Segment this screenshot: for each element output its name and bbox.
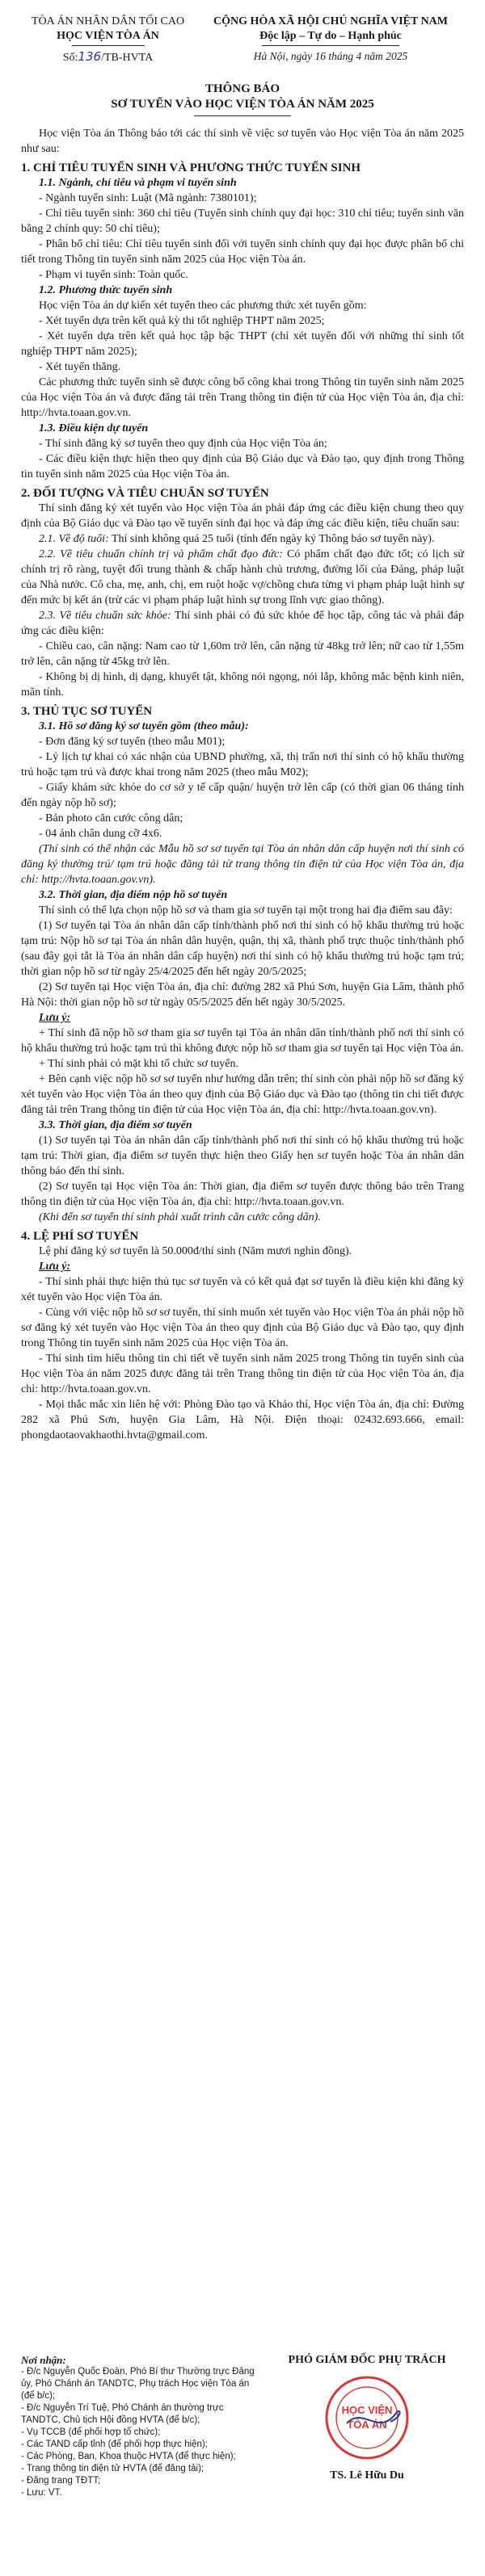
- signer-name: TS. Lê Hữu Du: [330, 2469, 404, 2482]
- s4-p2: - Thí sinh phải thực hiện thủ tục sơ tuyển và có kết quả đạt sơ tuyển là điều kiện khi đăng ký xét tuyển vào Học viện Tòa án.: [21, 1276, 464, 1303]
- s2-p4-text: Thí sinh phải có đủ sức khỏe để học tập, công tác và phải đáp ứng các điều kiện:: [21, 610, 464, 637]
- recipient-item: - Trang thông tin điện tử HVTA (để đăng tải);: [21, 2464, 205, 2473]
- signer-block: [270, 2354, 464, 2482]
- title-line-1: THÔNG BÁO: [205, 82, 280, 95]
- document-number: [21, 49, 195, 65]
- recipient-item: - Đ/c Nguyễn Trí Tuệ, Phó Chánh án thường trực TANDTC, Chủ tịch Hội đồng HVTA (để b/c);: [21, 2403, 224, 2425]
- issuer-name: HỌC VIỆN TÒA ÁN: [57, 30, 159, 42]
- section-4-heading: 4. LỆ PHÍ SƠ TUYỂN: [21, 1230, 139, 1243]
- s3-p7: Thí sinh có thể lựa chọn nộp hồ sơ và tham gia sơ tuyển tại một trong hai địa điểm sau đây:: [39, 904, 453, 917]
- s3-note-label: Lưu ý:: [39, 1012, 71, 1024]
- s3-p14: (2) Sơ tuyển tại Học viện Tòa án: Thời gian, địa điểm sơ tuyển được thông báo trên Trang thông tin điện tử của Học viện Tòa án, địa chỉ: http://hvta.toaan.gov.vn.: [21, 1181, 464, 1208]
- section-1-heading: 1. CHỈ TIÊU TUYỂN SINH VÀ PHƯƠNG THỨC TUYỂN SINH: [21, 162, 361, 174]
- s1-p8: - Xét tuyển thẳng.: [39, 361, 121, 373]
- recipient-item: - Các Phòng, Ban, Khoa thuộc HVTA (để thực hiện);: [21, 2452, 236, 2461]
- national-motto: Độc lập – Tự do – Hạnh phúc: [259, 30, 402, 42]
- document-title: [21, 82, 464, 116]
- s1-p7: - Xét tuyển dựa trên kết quả học tập bậc THPT (chỉ xét tuyển đối với những thí sinh tốt nghiệp THPT năm 2025);: [21, 330, 464, 358]
- recipient-item: - Đăng trang TĐTT;: [21, 2476, 101, 2486]
- recipient-item: - Vụ TCCB (để phối hợp tổ chức);: [21, 2427, 161, 2437]
- doc-number-handwritten: 136: [78, 49, 102, 64]
- s3-p11: + Thí sinh phải có mặt khi tổ chức sơ tuyển.: [39, 1058, 238, 1070]
- s3-p1: - Đơn đăng ký sơ tuyển (theo mẫu M01);: [39, 736, 226, 748]
- s1-p6: - Xét tuyển dựa trên kết quả kỳ thi tốt nghiệp THPT năm 2025;: [39, 315, 325, 327]
- s3-p5: - 04 ảnh chân dung cỡ 4x6.: [39, 828, 162, 840]
- s1-p5: Học viện Tòa án dự kiến xét tuyển theo các phương thức xét tuyển gồm:: [39, 300, 367, 312]
- s2-p2: [21, 531, 464, 547]
- subsection-1-1-heading: 1.1. Ngành, chỉ tiêu và phạm vi tuyển sinh: [39, 177, 237, 189]
- intro-paragraph: Học viện Tòa án Thông báo tới các thí sinh về việc sơ tuyển vào Học viện Tòa án năm 2025 như sau:: [21, 128, 464, 155]
- s3-p12: + Bên cạnh việc nộp hồ sơ sơ tuyển như hướng dẫn trên; thí sinh còn phải nộp hồ sơ đăng ký xét tuyển vào Học viện Tòa án theo quy định của Bộ Giáo dục và Đào tạo (thông tin chi tiết được đăng tải trên Trang thông tin điện tử của Học viện Tòa án, địa chỉ: http://hvta.toaan.gov.vn).: [21, 1073, 464, 1116]
- stamp-text-2: TÒA ÁN: [347, 2419, 387, 2431]
- document-body: [21, 126, 464, 1443]
- document-header: [21, 15, 464, 65]
- document-date: Hà Nội, ngày 16 tháng 4 năm 2025: [253, 50, 408, 62]
- subsection-1-2-heading: 1.2. Phương thức tuyển sinh: [39, 284, 173, 296]
- issuer-parent: TÒA ÁN NHÂN DÂN TỐI CAO: [31, 15, 185, 27]
- s2-p4: [21, 608, 464, 639]
- s3-p13: (1) Sơ tuyển tại Tòa án nhân dân cấp tỉnh/thành phố nơi thí sinh có hộ khẩu thường trú hoặc tạm trú: Thời gian, địa điểm sơ tuyển thực hiện theo Giấy hẹn sơ tuyển hoặc Tòa án nhân dân thông báo đến thí sinh.: [21, 1135, 464, 1177]
- official-stamp-icon: [323, 2373, 411, 2462]
- s3-p15: (Khi đến sơ tuyển thí sinh phải xuất trình căn cước công dân).: [39, 1211, 321, 1223]
- s1-p3: - Phân bổ chỉ tiêu: Chỉ tiêu tuyển sinh đối với tuyển sinh chính quy đại học được phân bổ chi tiết trong Thông tin tuyển sinh năm 2025 của Học viện Tòa án.: [21, 238, 464, 266]
- subsection-3-1-heading: 3.1. Hồ sơ đăng ký sơ tuyển gồm (theo mẫu):: [39, 720, 249, 732]
- s4-note-label: Lưu ý:: [39, 1261, 71, 1273]
- signer-title: PHÓ GIÁM ĐỐC PHỤ TRÁCH: [288, 2354, 446, 2366]
- motto-block: [197, 15, 464, 64]
- title-divider: [194, 115, 291, 116]
- doc-number-prefix: Số:: [62, 52, 78, 64]
- s1-p4: - Phạm vi tuyển sinh: Toàn quốc.: [39, 269, 189, 281]
- s3-p8: (1) Sơ tuyển tại Tòa án nhân dân cấp tỉnh/thành phố nơi thí sinh có hộ khẩu thường trú hoặc tạm trú: Nộp hồ sơ tại Tòa án nhân dân huyện, quận, thị xã, thành phố trực thuộc tỉnh/thành phố (sau đây gọi tắt là Tòa án nhân dân cấp huyện) nơi thí sinh có hộ khẩu thường trú hoặc tạm trú; thời gian nộp hồ sơ từ ngày 25/4/2025 đến hết ngày 20/5/2025;: [21, 920, 464, 978]
- s3-p3: - Giấy khám sức khỏe do cơ sở y tế cấp quận/ huyện trở lên cấp (có thời gian 06 tháng tính đến ngày nộp hồ sơ);: [21, 782, 464, 809]
- subsection-1-3-heading: 1.3. Điều kiện dự tuyển: [39, 422, 149, 434]
- s2-p4-label: 2.3. Về tiêu chuẩn sức khỏe:: [39, 610, 171, 622]
- section-3-heading: 3. THỦ TỤC SƠ TUYỂN: [21, 705, 153, 718]
- s2-p1: Thí sinh đăng ký xét tuyển vào Học viện Tòa án phải đáp ứng các điều kiện chung theo quy định của Bộ Giáo dục và Đào tạo về tuyển sinh đại học và đáp ứng các điều kiện, tiêu chuẩn sau:: [21, 502, 464, 530]
- s4-p4: - Thí sinh tìm hiểu thông tin chi tiết về tuyển sinh năm 2025 trong Thông tin tuyển sinh của Học viện Tòa án năm 2025 được đăng tải trên Trang thông tin điện tử của Học viện Tòa án, địa chỉ: http://hvta.toaan.gov.vn.: [21, 1353, 464, 1395]
- s2-p5: - Chiều cao, cân nặng: Nam cao từ 1,60m trở lên, cân nặng từ 48kg trở lên; nữ cao từ 1,55m trở lên, cân nặng từ 45kg trở lên.: [21, 640, 464, 668]
- section-2-heading: 2. ĐỐI TƯỢNG VÀ TIÊU CHUẨN SƠ TUYỂN: [21, 487, 269, 500]
- recipients-label: Nơi nhận:: [21, 2354, 66, 2366]
- recipient-item: - Các TAND cấp tỉnh (để phối hợp thực hiện);: [21, 2440, 208, 2449]
- recipients-block: [21, 2354, 264, 2499]
- s2-p2-text: Thí sinh không quá 25 tuổi (tính đến ngày ký Thông báo sơ tuyển này).: [108, 533, 435, 545]
- s2-p3-label: 2.2. Về tiêu chuẩn chính trị và phẩm chất đạo đức:: [39, 548, 283, 560]
- motto-divider: [262, 45, 399, 46]
- recipient-item: - Đ/c Nguyễn Quốc Đoàn, Phó Bí thư Thường trực Đảng ủy, Phó Chánh án TANDTC, Phụ trách Học viện Tòa án (để b/c);: [21, 2367, 255, 2401]
- issuer-divider: [72, 45, 145, 46]
- s1-p9: Các phương thức tuyển sinh sẽ được công bố công khai trong Thông tin tuyển sinh năm 2025 của Học viện Tòa án và được đăng tải trên Trang thông tin điện tử của Học viện Tòa án, địa chỉ: http://hvta.toaan.gov.vn.: [21, 376, 464, 419]
- s2-p2-label: 2.1. Về độ tuổi:: [39, 533, 109, 545]
- title-line-2: SƠ TUYỂN VÀO HỌC VIỆN TÒA ÁN NĂM 2025: [111, 98, 374, 111]
- s2-p3: [21, 547, 464, 608]
- s3-p10: + Thí sinh đã nộp hồ sơ tham gia sơ tuyển tại Tòa án nhân dân tỉnh/thành phố nơi thí sinh có hộ khẩu thường trú hoặc tạm trú thì không được nộp hồ sơ tham gia sơ tuyển tại Học viện Tòa án.: [21, 1027, 464, 1055]
- s1-p1: - Ngành tuyển sinh: Luật (Mã ngành: 7380101);: [39, 192, 257, 204]
- s1-p10: - Thí sinh đăng ký sơ tuyển theo quy định của Học viện Tòa án;: [39, 438, 327, 450]
- stamp-text-1: HỌC VIỆN: [341, 2404, 393, 2416]
- subsection-3-3-heading: 3.3. Thời gian, địa điểm sơ tuyển: [39, 1119, 192, 1131]
- s3-p6: (Thí sinh có thể nhận các Mẫu hồ sơ sơ tuyển tại Tòa án nhân dân cấp huyện nơi thí sinh có đăng ký thường trú/ tạm trú hoặc đăng tải từ trang thông tin điện tử của Học viện Tòa án, địa chỉ: http://hvta.toaan.gov.vn).: [21, 843, 464, 886]
- s4-p3: - Cùng với việc nộp hồ sơ sơ tuyển, thí sinh muốn xét tuyển vào Học viện Tòa án phải nộp hồ sơ đăng ký xét tuyển vào Học viện Tòa án theo quy định của Bộ Giáo dục và Đào tạo, quy định trong Thông tin tuyển sinh năm 2025 của Học viện Tòa án.: [21, 1307, 464, 1349]
- doc-number-suffix: /TB-HVTA: [101, 52, 154, 64]
- issuer-block: [21, 15, 195, 65]
- s2-p3-text: Có phẩm chất đạo đức tốt; có lịch sử chính trị rõ ràng, tuyệt đối trung thành & chấp hành chủ trương, đường lối của Đảng, pháp luật của Nhà nước. Cô cha, mẹ, anh, chị, em ruột hoặc vợ/chồng chưa từng vi phạm pháp luật hình sự đến mức bị kết án (trừ các vi phạm pháp luật hình sự trong lĩnh vực giao thông).: [21, 548, 464, 606]
- recipient-item: - Lưu: VT.: [21, 2488, 62, 2498]
- s3-p4: - Bản photo căn cước công dân;: [39, 812, 183, 824]
- s1-p2: - Chỉ tiêu tuyển sinh: 360 chỉ tiêu (Tuyển sinh chính quy đại học: 310 chỉ tiêu; tuyển sinh văn bằng 2 chính quy: 50 chỉ tiêu);: [21, 208, 464, 235]
- s2-p6: - Không bị dị hình, dị dạng, khuyết tật, không nói ngọng, nói lắp, không mắc bệnh kinh niên, mãn tính.: [21, 671, 464, 699]
- s3-p2: - Lý lịch tự khai có xác nhận của UBND phường, xã, thị trấn nơi thí sinh có hộ khẩu thường trú hoặc tạm trú và được khai trong năm 2025 (theo mẫu M02);: [21, 751, 464, 778]
- national-title: CỘNG HÒA XÃ HỘI CHỦ NGHĨA VIỆT NAM: [213, 15, 448, 27]
- s4-p5: - Mọi thắc mắc xin liên hệ với: Phòng Đào tạo và Khảo thí, Học viện Tòa án, địa chỉ: Đường 282 xã Phú Sơn, huyện Gia Lâm, Hà Nội. Điện thoại: 02432.693.666, email: phongdaotaovakhaothi.hvta@gmail.com.: [21, 1399, 464, 1441]
- subsection-3-2-heading: 3.2. Thời gian, địa điểm nộp hồ sơ tuyển: [39, 889, 228, 901]
- s3-p9: (2) Sơ tuyển tại Học viện Tòa án, địa chỉ: đường 282 xã Phú Sơn, huyện Gia Lâm, thành phố Hà Nội: thời gian nộp hồ sơ từ ngày 05/5/2025 đến hết ngày 30/5/2025.: [21, 981, 464, 1009]
- s1-p11: - Các điều kiện thực hiện theo quy định của Bộ Giáo dục và Đào tạo, quy định trong Thông tin tuyển sinh năm 2025 của Học viện Tòa án.: [21, 453, 464, 480]
- signature-area: [21, 2354, 464, 2499]
- s4-p1: Lệ phí đăng ký sơ tuyển là 50.000đ/thí sinh (Năm mươi nghìn đồng).: [39, 1245, 352, 1257]
